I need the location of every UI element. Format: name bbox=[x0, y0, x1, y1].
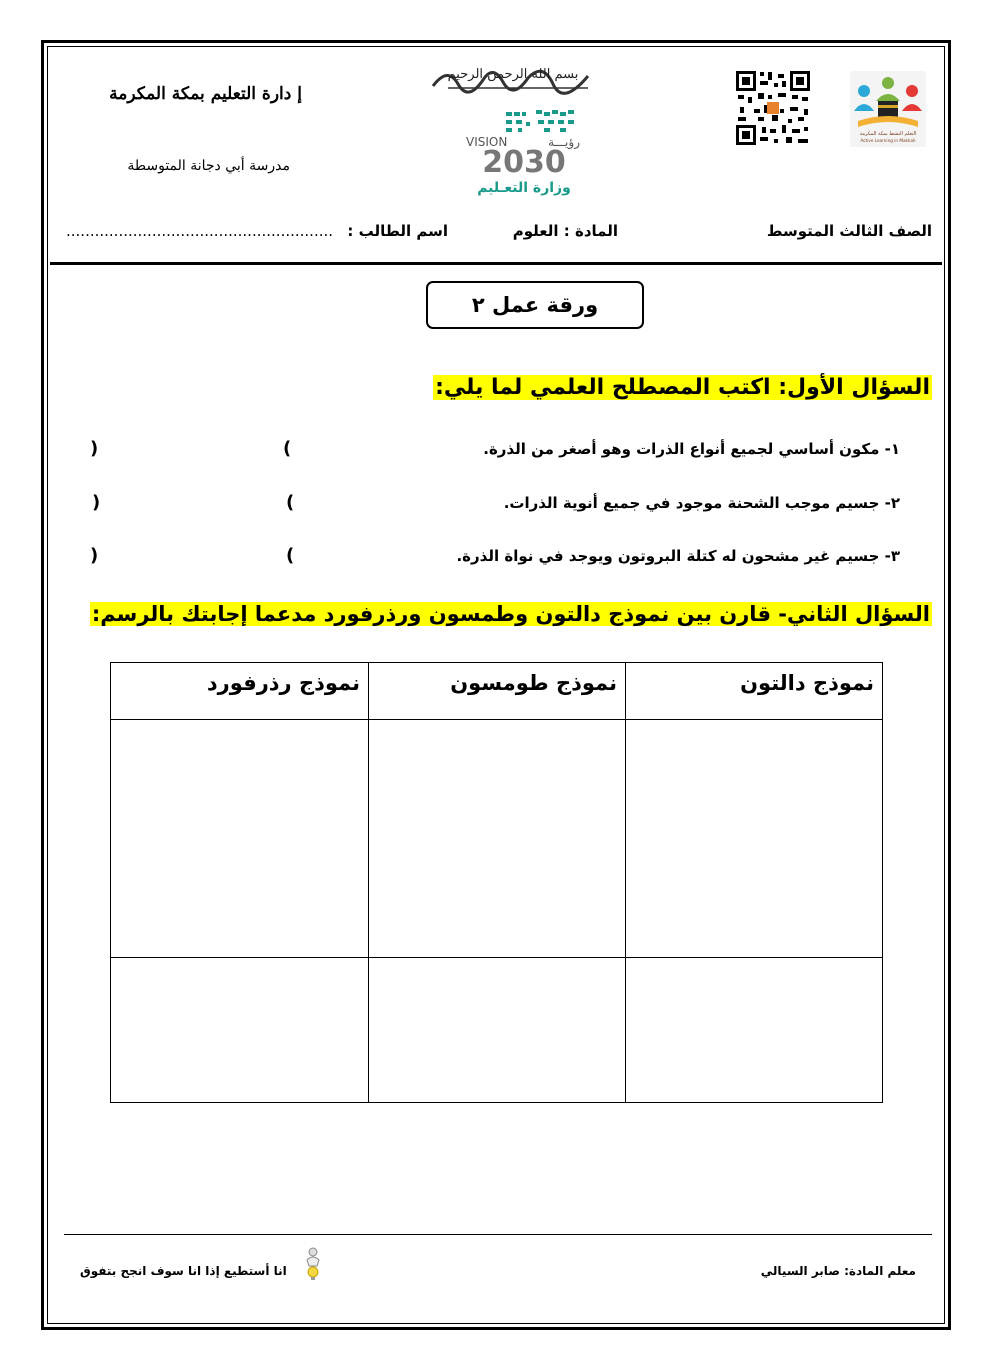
table-row-description bbox=[111, 720, 883, 958]
teacher-name: معلم المادة: صابر السيالي bbox=[760, 1264, 916, 1278]
header-divider bbox=[50, 262, 942, 265]
ministry-name: وزارة التعـليم bbox=[477, 180, 571, 196]
answer-cell-dalton-drawing[interactable] bbox=[626, 958, 883, 1103]
logo-caption-en: Active Learning in Makkah bbox=[860, 138, 916, 143]
worksheet-title: ورقة عمل ٢ bbox=[426, 281, 644, 329]
qr-code-icon[interactable] bbox=[734, 69, 812, 147]
vision-2030-logo bbox=[462, 106, 587, 196]
student-name-field[interactable]: ........................................................ bbox=[66, 222, 334, 240]
comparison-table bbox=[110, 662, 883, 1103]
question2-heading: السؤال الثاني- قارن بين نموذج دالتون وطمسون ورذرفورد مدعما إجابتك بالرسم: bbox=[91, 602, 930, 626]
footer-divider bbox=[64, 1234, 932, 1235]
answer-paren-close-1[interactable]: ) bbox=[90, 438, 99, 459]
answer-paren-close-3[interactable]: ) bbox=[90, 545, 99, 566]
column-header-thomson: نموذج طومسون bbox=[369, 663, 626, 720]
vision-year: 2030 bbox=[482, 145, 566, 180]
table-row-drawing bbox=[111, 958, 883, 1103]
grade-label: الصف الثالث المتوسط bbox=[766, 222, 932, 240]
answer-cell-dalton-text[interactable] bbox=[626, 720, 883, 958]
answer-cell-rutherford-drawing[interactable] bbox=[111, 958, 369, 1103]
school-name: مدرسة أبي دجانة المتوسطة bbox=[127, 158, 290, 174]
answer-paren-open-1[interactable]: ( bbox=[283, 438, 292, 459]
lightbulb-icon bbox=[302, 1246, 324, 1282]
answer-paren-open-3[interactable]: ( bbox=[286, 545, 295, 566]
motto-text: انا أستطيع إذا انا سوف انجح بتفوق bbox=[80, 1264, 287, 1278]
answer-cell-thomson-drawing[interactable] bbox=[369, 958, 626, 1103]
vision-word: VISION bbox=[466, 135, 508, 149]
answer-paren-open-2[interactable]: ( bbox=[286, 492, 295, 513]
student-name-label: اسم الطالب : bbox=[347, 222, 448, 240]
question1-item-1: ١- مكون أساسي لجميع أنواع الذرات وهو أصغر من الذرة. bbox=[483, 440, 900, 458]
logo-caption: التعلم النشط بمكة المكرمة bbox=[859, 131, 917, 137]
column-header-rutherford: نموذج رذرفورد bbox=[111, 663, 369, 720]
active-learning-logo bbox=[850, 71, 926, 147]
question1-item-2: ٢- جسيم موجب الشحنة موجود في جميع أنوية الذرات. bbox=[503, 494, 900, 512]
question1-heading: السؤال الأول: اكتب المصطلح العلمي لما يلي: bbox=[435, 375, 930, 400]
vision-ar: رؤيـــة bbox=[548, 135, 580, 149]
answer-cell-rutherford-text[interactable] bbox=[111, 720, 369, 958]
answer-paren-close-2[interactable]: ) bbox=[92, 492, 101, 513]
basmala-text: بسم الله الرحمن الرحيم bbox=[447, 67, 579, 82]
basmala-calligraphy bbox=[428, 56, 598, 96]
column-header-dalton: نموذج دالتون bbox=[626, 663, 883, 720]
subject-label: المادة : العلوم bbox=[512, 222, 618, 240]
answer-cell-thomson-text[interactable] bbox=[369, 720, 626, 958]
department-name: إ دارة التعليم بمكة المكرمة bbox=[109, 84, 302, 104]
question1-item-3: ٣- جسيم غير مشحون له كتلة البروتون ويوجد في نواة الذرة. bbox=[456, 547, 900, 565]
table-header-row bbox=[111, 663, 883, 720]
